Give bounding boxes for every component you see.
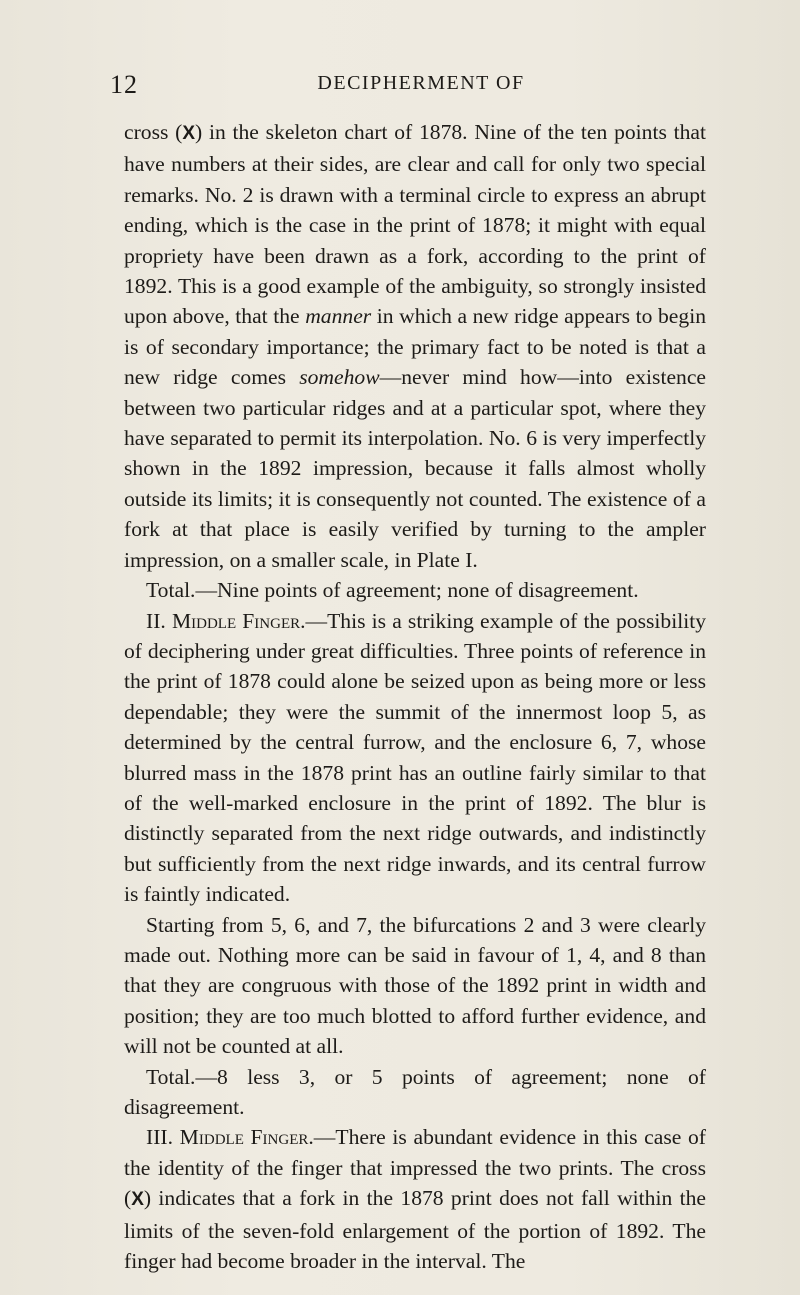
body-text — [124, 117, 706, 1276]
paragraph-total-1: Total.—Nine points of agreement; none of disagreement. — [146, 578, 639, 603]
text-run: —This is a striking example of the possibility of deciphering under great difficulties. Three points of reference in the print of 1878 could alone be seized upon as being more or less dependable; they were the summit of the innermost loop 5, as determined by the central furrow, and the enclosure 6, 7, whose blurred mass in the 1878 print has an outline fairly similar to that of the well-marked enclosure in the print of 1892. The blur is distinctly separated from the next ridge outwards, and indistinctly but sufficiently from the next ridge inwards, and its central furrow is faintly indicated. — [124, 608, 706, 907]
page-number: 12 — [110, 70, 138, 99]
paragraph-1 — [124, 117, 706, 575]
text-run: —There is abundant evidence in this case of the identity of the finger that impressed the two prints. The cross ( — [124, 1125, 707, 1211]
emphasis-somehow: somehow — [299, 365, 380, 390]
section-heading: Middle Finger. — [179, 1125, 314, 1150]
page-header — [110, 70, 706, 110]
text-run: ) in the skeleton chart of 1878. Nine of the ten points that have numbers at their sides, are clear and call for only two special remarks. No. 2 is drawn with a terminal circle to express an abrupt ending, which is the case in the print of 1878; it might with equal propriety have been drawn as a fork, according to the print of 1892. This is a good example of the ambiguity, so strongly insisted upon above, that the — [124, 120, 706, 329]
section-heading: Middle Finger. — [171, 608, 306, 633]
paragraph-total-2: Total.—8 less 3, or 5 points of agreement; none of disagreement. — [124, 1064, 706, 1119]
running-head: DECIPHERMENT OF — [317, 72, 525, 94]
paragraph-section-3 — [124, 1122, 706, 1276]
text-run: cross ( — [124, 120, 183, 144]
section-numeral: II. — [146, 608, 172, 633]
emphasis-manner: manner — [305, 304, 372, 329]
text-run: ) indicates that a fork in the 1878 print does not fall within the limits of the seven-fold enlargement of the portion of 1892. The finger had become broader in the interval. The — [124, 1186, 706, 1274]
text-run: in which a new ridge appears to begin is of secondary importance; the primary fact to be noted is that a new ridge comes — [124, 304, 706, 390]
section-numeral: III. — [146, 1125, 180, 1150]
paragraph-starting: Starting from 5, 6, and 7, the bifurcations 2 and 3 were clearly made out. Nothing more can be said in favour of 1, 4, and 8 than that they are congruous with those of the 1892 print in width and position; they are too much blotted to afford further evidence, and will not be counted at all. — [124, 912, 706, 1059]
text-run: —never mind how—into existence between two particular ridges and at a particular spot, where they have separated to permit its interpolation. No. 6 is very imperfectly shown in the 1892 impression, because it falls almost wholly outside its limits; it is consequently not counted. The existence of a fork at that place is easily verified by turning to the ampler impression, on a smaller scale, in Plate I. — [124, 365, 706, 572]
paragraph-section-2 — [124, 606, 706, 910]
cross-symbol: X — [182, 123, 196, 144]
cross-symbol: X — [131, 1189, 144, 1211]
